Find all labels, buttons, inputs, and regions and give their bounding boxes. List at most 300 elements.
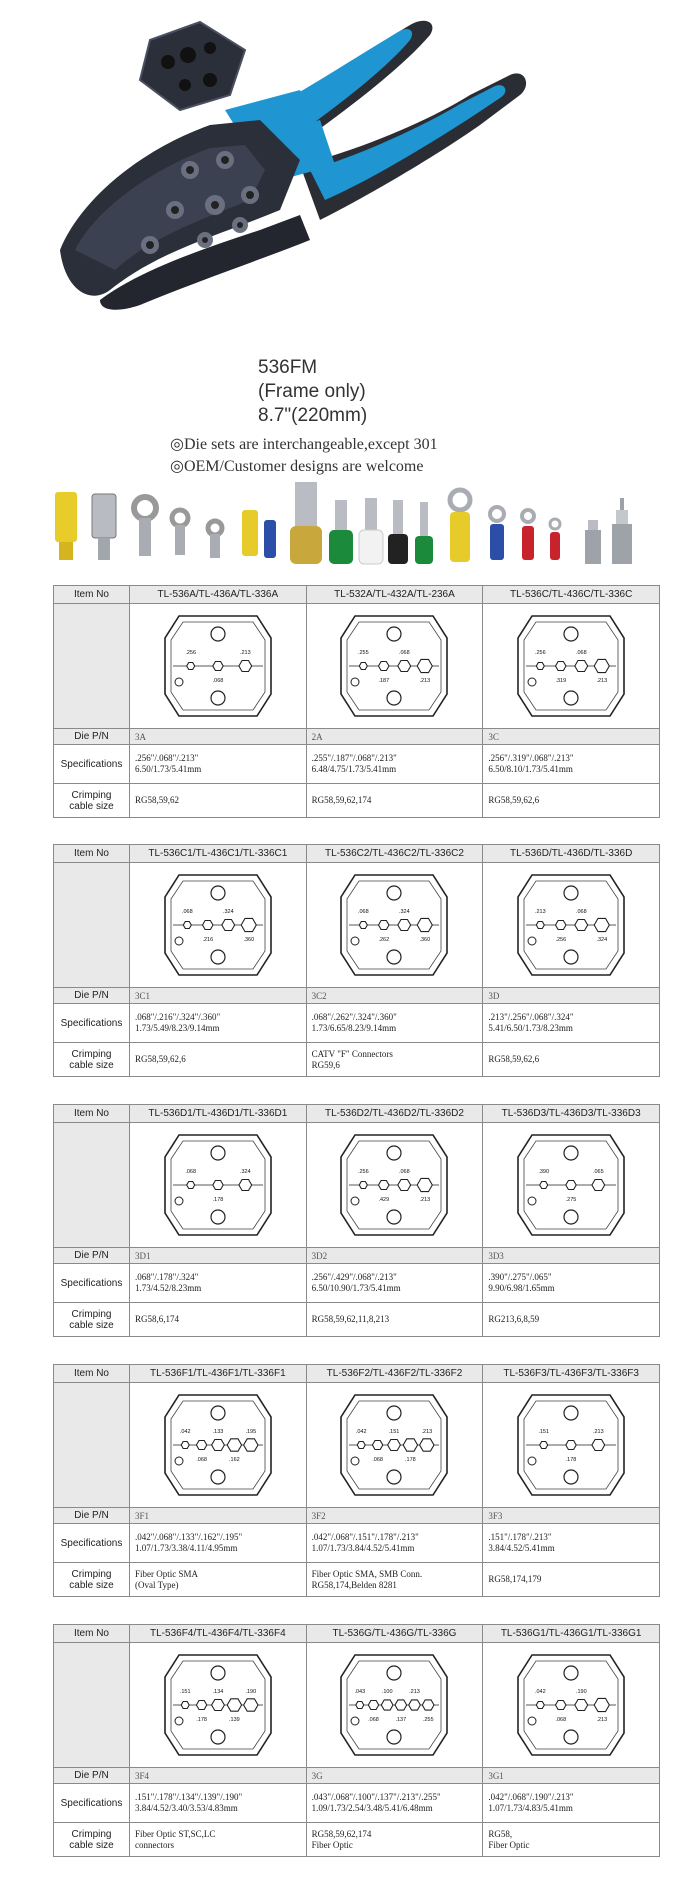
cavity-size-label: .043 (354, 1689, 366, 1695)
die-pn-label: Die P/N (54, 729, 130, 745)
crimp-cavity (395, 1700, 407, 1710)
specifications-row (54, 1264, 660, 1303)
specifications-row (54, 1784, 660, 1823)
cavity-size-label: .068 (181, 909, 193, 915)
crimp-cavity (409, 1700, 421, 1710)
cable-line1: CATV "F" Connectors (311, 1048, 393, 1059)
item-number: TL-536F3/TL-436F3/TL-336F3 (483, 1365, 660, 1383)
ferrule-black (388, 500, 408, 564)
die-pn-value: 3F3 (483, 1508, 660, 1524)
crimp-cavity (360, 1182, 368, 1189)
cavity-size-label: .042 (356, 1429, 368, 1435)
blue-yellow-terminal (242, 510, 276, 558)
die-diagram (333, 869, 455, 981)
item-number: TL-536F1/TL-436F1/TL-336F1 (130, 1365, 307, 1383)
crimp-cavity (382, 1700, 394, 1710)
item-no-label: Item No (54, 845, 130, 863)
specifications-value (130, 1264, 307, 1303)
crimping-cable-value (483, 1823, 660, 1857)
spec-table-5 (53, 1624, 660, 1857)
small-ring-terminal (172, 510, 188, 555)
ferrule-green-small (415, 502, 433, 564)
cavity-size-label: .275 (565, 1197, 577, 1203)
cavity-size-label: .256 (535, 650, 546, 656)
die-pn-value: 3C1 (130, 988, 307, 1004)
spec-mm: 3.84/4.52/5.41mm (488, 1543, 555, 1553)
spec-inches: .255"/.187"/.068"/.213" (311, 753, 397, 763)
crimp-cavity (356, 1702, 364, 1709)
cavity-size-label: .429 (378, 1197, 390, 1203)
crimping-cable-row (54, 1563, 660, 1597)
cavity-size-label: .068 (368, 1717, 380, 1723)
crimp-cavity (243, 1439, 257, 1451)
cavity-size-label: .213 (593, 1429, 604, 1435)
cavity-size-label: .178 (405, 1457, 417, 1463)
die-pn-row (54, 1768, 660, 1784)
cavity-size-label: .190 (245, 1689, 256, 1695)
cable-line1: Fiber Optic SMA, SMB Conn. (311, 1568, 423, 1579)
die-diagram (510, 1129, 632, 1241)
die-diagram (510, 1389, 632, 1501)
crimping-cable-value (130, 1043, 307, 1077)
item-no-label: Item No (54, 586, 130, 604)
crimp-cavity (536, 1702, 544, 1709)
crimping-cable-row (54, 1043, 660, 1077)
spec-mm: 1.73/6.65/8.23/9.14mm (311, 1023, 397, 1033)
cavity-size-label: .139 (228, 1717, 240, 1723)
bnc-connector (612, 498, 632, 564)
cavity-size-label: .256 (185, 650, 196, 656)
die-pn-row (54, 1508, 660, 1524)
cable-line1: RG58,174,179 (488, 1574, 542, 1584)
spec-mm: 3.84/4.52/3.40/3.53/4.83mm (135, 1803, 238, 1813)
item-number: TL-536F2/TL-436F2/TL-336F2 (306, 1365, 483, 1383)
spec-inches: .256"/.068"/.213" (135, 753, 199, 763)
crimp-cavity (211, 1700, 224, 1711)
cavity-size-label: .213 (419, 1197, 431, 1203)
product-photo (0, 0, 681, 350)
tool-length: 8.7"(220mm) (258, 405, 368, 426)
spec-inches: .390"/.275"/.065" (488, 1272, 552, 1282)
item-no-row (54, 845, 660, 863)
cavity-size-label: .324 (596, 937, 608, 943)
die-image-row (54, 1383, 660, 1508)
die-pn-value: 3G1 (483, 1768, 660, 1784)
crimp-cavity (239, 661, 252, 672)
die-image-cell (306, 604, 483, 729)
spec-inches: .068"/.178"/.324" (135, 1272, 199, 1282)
crimp-cavity (420, 1439, 434, 1451)
die-pn-row (54, 729, 660, 745)
specifications-label: Specifications (54, 1264, 130, 1303)
coax-connector (585, 520, 601, 564)
cavity-size-label: .190 (576, 1689, 587, 1695)
die-pn-label: Die P/N (54, 1508, 130, 1524)
cable-line1: RG58,59,62,174 (311, 795, 372, 805)
die-image-cell (483, 1123, 660, 1248)
die-pn-value: 3F2 (306, 1508, 483, 1524)
die-diagram (157, 1649, 279, 1761)
specifications-value (483, 1004, 660, 1043)
item-no-label: Item No (54, 1365, 130, 1383)
crimp-cavity (536, 922, 544, 929)
cavity-size-label: .068 (399, 650, 411, 656)
crimping-label-line1: Crimping (71, 1048, 112, 1060)
spec-mm: 1.07/1.73/4.83/5.41mm (488, 1803, 573, 1813)
crimping-cable-label (54, 784, 130, 818)
cavity-size-label: .213 (421, 1429, 433, 1435)
crimp-cavity (379, 662, 390, 671)
cable-line1: RG58,59,62,6 (488, 795, 540, 805)
crimp-cavity (556, 921, 567, 930)
die-diagram (510, 1649, 632, 1761)
crimp-cavity (358, 1442, 366, 1449)
cavity-size-label: .213 (596, 1717, 608, 1723)
die-image-cell (306, 1383, 483, 1508)
spec-mm: 6.48/4.75/1.73/5.41mm (311, 764, 397, 774)
crimping-cable-value (483, 1563, 660, 1597)
cable-line1: RG213,6,8,59 (488, 1314, 540, 1324)
blank-cell (54, 1643, 130, 1768)
cavity-size-label: .262 (378, 937, 390, 943)
specifications-row (54, 1524, 660, 1563)
cavity-size-label: .151 (389, 1429, 400, 1435)
die-diagram (157, 869, 279, 981)
item-number: TL-536C2/TL-436C2/TL-336C2 (306, 845, 483, 863)
spec-mm: 1.07/1.73/3.38/4.11/4.95mm (135, 1543, 238, 1553)
item-number: TL-536F4/TL-436F4/TL-336F4 (130, 1625, 307, 1643)
cavity-size-label: .213 (596, 678, 608, 684)
blank-cell (54, 604, 130, 729)
spec-mm: 1.07/1.73/3.84/4.52/5.41mm (311, 1543, 415, 1553)
crimp-cavity (575, 920, 588, 931)
cavity-size-label: .324 (239, 1169, 251, 1175)
crimp-cavity (227, 1699, 241, 1711)
blank-cell (54, 1383, 130, 1508)
crimp-cavity (241, 918, 256, 931)
die-image-row (54, 863, 660, 988)
crimping-cable-value (483, 784, 660, 818)
blank-cell (54, 1123, 130, 1248)
crimping-cable-value (483, 1043, 660, 1077)
die-pn-value: 3C2 (306, 988, 483, 1004)
die-pn-value: 3C (483, 729, 660, 745)
die-image-row (54, 1643, 660, 1768)
yellow-spade-terminal (55, 492, 77, 560)
crimping-cable-label (54, 1823, 130, 1857)
cavity-size-label: .134 (212, 1689, 224, 1695)
crimping-label-line1: Crimping (71, 1568, 112, 1580)
die-image-cell (130, 863, 307, 988)
cable-line2: Fiber Optic (488, 1839, 530, 1850)
die-pn-value: 3F1 (130, 1508, 307, 1524)
specifications-value (130, 745, 307, 784)
cable-line2: (Oval Type) (135, 1579, 179, 1590)
crimp-cavity (418, 1178, 433, 1191)
ring-terminal-red-small (550, 519, 560, 560)
crimping-cable-value (306, 1563, 483, 1597)
crimp-cavity (594, 918, 609, 931)
crimp-cavity (222, 920, 235, 931)
specifications-label: Specifications (54, 1524, 130, 1563)
crimp-cavity (196, 1441, 206, 1450)
crimping-label-line2: cable size (69, 1839, 114, 1851)
cavity-size-label: .216 (202, 937, 213, 943)
crimping-cable-value (306, 784, 483, 818)
item-number: TL-536D3/TL-436D3/TL-336D3 (483, 1105, 660, 1123)
spec-table-1 (53, 585, 660, 818)
die-image-row (54, 604, 660, 729)
crimping-label-line2: cable size (69, 1059, 114, 1071)
terminal-samples-illustration (50, 480, 670, 572)
item-no-label: Item No (54, 1625, 130, 1643)
die-pn-value: 3D2 (306, 1248, 483, 1264)
die-pn-label: Die P/N (54, 988, 130, 1004)
crimp-cavity (398, 920, 411, 931)
item-no-label: Item No (54, 1105, 130, 1123)
die-diagram (510, 869, 632, 981)
spec-inches: .042"/.068"/.133"/.162"/.195" (135, 1532, 243, 1542)
spec-mm: 1.73/5.49/8.23/9.14mm (135, 1023, 220, 1033)
crimp-cavity (566, 1181, 576, 1190)
item-number: TL-536G1/TL-436G1/TL-336G1 (483, 1625, 660, 1643)
crimp-cavity (575, 661, 588, 672)
crimp-cavity (418, 659, 433, 672)
crimp-cavity (227, 1439, 241, 1451)
die-diagram (510, 610, 632, 722)
cable-line1: Fiber Optic ST,SC,LC (135, 1828, 216, 1839)
cavity-size-label: .195 (245, 1429, 256, 1435)
crimp-cavity (575, 1700, 588, 1711)
spec-inches: .043"/.068"/.100"/.137"/.213"/.255" (311, 1792, 441, 1802)
cable-line1: RG58,6,174 (135, 1314, 180, 1324)
spec-inches: .151"/.178"/.134"/.139"/.190" (135, 1792, 243, 1802)
ferrule-large (290, 482, 322, 564)
crimp-cavity (213, 1181, 223, 1190)
ferrule-green (329, 500, 353, 564)
cable-line1: RG58,59,62,174 (311, 1828, 372, 1839)
blank-cell (54, 863, 130, 988)
spec-inches: .256"/.319"/.068"/.213" (488, 753, 574, 763)
die-pn-row (54, 1248, 660, 1264)
spec-inches: .256"/.429"/.068"/.213" (311, 1272, 397, 1282)
specifications-value (130, 1524, 307, 1563)
cable-line1: RG58,59,62 (135, 795, 180, 805)
specifications-value (306, 1524, 483, 1563)
spec-mm: 6.50/8.10/1.73/5.41mm (488, 764, 573, 774)
item-number: TL-536A/TL-436A/TL-336A (130, 586, 307, 604)
die-pn-value: 2A (306, 729, 483, 745)
crimp-cavity (592, 1180, 605, 1191)
cavity-size-label: .133 (212, 1429, 224, 1435)
specifications-value (483, 1524, 660, 1563)
cavity-size-label: .068 (185, 1169, 196, 1175)
die-image-cell (483, 1383, 660, 1508)
die-image-cell (130, 1643, 307, 1768)
item-no-row (54, 1105, 660, 1123)
die-diagram (157, 1389, 279, 1501)
crimp-cavity (181, 1702, 189, 1709)
die-diagram (157, 1129, 279, 1241)
ring-terminal-red (522, 510, 534, 560)
crimp-cavity (594, 659, 609, 672)
crimp-cavity (360, 922, 368, 929)
specifications-label: Specifications (54, 745, 130, 784)
crimping-cable-value (306, 1043, 483, 1077)
die-pn-value: 3F4 (130, 1768, 307, 1784)
specifications-label: Specifications (54, 1784, 130, 1823)
crimp-cavity (418, 918, 433, 931)
die-image-cell (306, 863, 483, 988)
terminal-samples (50, 480, 670, 572)
crimp-cavity (388, 1440, 401, 1451)
item-no-row (54, 586, 660, 604)
spec-mm: 9.90/6.98/1.65mm (488, 1283, 555, 1293)
crimp-cavity (187, 1182, 195, 1189)
ferrule-white (359, 498, 383, 564)
specifications-value (306, 1004, 483, 1043)
cable-line2: RG59,6 (311, 1059, 340, 1070)
item-no-row (54, 1365, 660, 1383)
cavity-size-label: .255 (358, 650, 370, 656)
crimping-cable-label (54, 1043, 130, 1077)
crimping-cable-row (54, 784, 660, 818)
specifications-value (306, 1784, 483, 1823)
die-image-row (54, 1123, 660, 1248)
cavity-size-label: .360 (419, 937, 431, 943)
crimping-label-line1: Crimping (71, 1828, 112, 1840)
die-image-cell (483, 604, 660, 729)
crimp-cavity (423, 1700, 435, 1710)
cavity-size-label: .324 (222, 909, 234, 915)
cavity-size-label: .068 (555, 1717, 567, 1723)
die-diagram (157, 610, 279, 722)
spec-table-3 (53, 1104, 660, 1337)
die-image-cell (483, 863, 660, 988)
ring-terminal (134, 497, 156, 556)
specifications-value (483, 745, 660, 784)
die-image-cell (483, 1643, 660, 1768)
crimp-cavity (404, 1439, 418, 1451)
ring-terminal-blue (490, 507, 504, 560)
item-number: TL-536G/TL-436G/TL-336G (306, 1625, 483, 1643)
cavity-size-label: .042 (535, 1689, 546, 1695)
crimping-cable-value (306, 1303, 483, 1337)
crimping-cable-label (54, 1303, 130, 1337)
specifications-row (54, 745, 660, 784)
cavity-size-label: .068 (212, 678, 224, 684)
cavity-size-label: .213 (409, 1689, 421, 1695)
specifications-value (306, 745, 483, 784)
cavity-size-label: .255 (423, 1717, 435, 1723)
note-oem: ◎OEM/Customer designs are welcome (170, 458, 424, 475)
spec-inches: .151"/.178"/.213" (488, 1532, 552, 1542)
die-set-image (140, 22, 245, 110)
crimp-cavity (360, 663, 368, 670)
crimp-cavity (556, 662, 567, 671)
crimp-cavity (239, 1180, 252, 1191)
die-pn-row (54, 988, 660, 1004)
crimp-cavity (369, 1701, 379, 1710)
crimp-cavity (556, 1701, 567, 1710)
cavity-size-label: .068 (576, 909, 587, 915)
cavity-size-label: .100 (382, 1689, 394, 1695)
crimping-label-line2: cable size (69, 800, 114, 812)
lug-terminal (208, 521, 222, 558)
die-pn-value: 3D (483, 988, 660, 1004)
spec-inches: .042"/.068"/.151"/.178"/.213" (311, 1532, 419, 1542)
cavity-size-label: .213 (239, 650, 251, 656)
cable-line2: connectors (135, 1839, 174, 1850)
cavity-size-label: .390 (538, 1169, 550, 1175)
cable-line1: RG58,59,62,6 (488, 1054, 540, 1064)
die-pn-label: Die P/N (54, 1768, 130, 1784)
cavity-size-label: .068 (358, 909, 370, 915)
specifications-value (306, 1264, 483, 1303)
cable-line1: Fiber Optic SMA (135, 1568, 198, 1579)
spec-inches: .068"/.216"/.324"/.360" (135, 1012, 221, 1022)
cable-line2: RG58,174,Belden 8281 (311, 1579, 397, 1590)
spec-inches: .213"/.256"/.068"/.324" (488, 1012, 574, 1022)
crimp-cavity (213, 662, 223, 671)
spec-mm: 6.50/1.73/5.41mm (135, 764, 202, 774)
die-image-cell (306, 1123, 483, 1248)
spec-table-2 (53, 844, 660, 1077)
specifications-value (130, 1004, 307, 1043)
crimping-cable-label (54, 1563, 130, 1597)
cavity-size-label: .068 (576, 650, 587, 656)
crimp-cavity (592, 1440, 605, 1451)
specifications-row (54, 1004, 660, 1043)
spec-table-4 (53, 1364, 660, 1597)
die-image-cell (130, 1383, 307, 1508)
item-number: TL-536D1/TL-436D1/TL-336D1 (130, 1105, 307, 1123)
die-diagram (333, 1389, 455, 1501)
cavity-size-label: .187 (378, 678, 390, 684)
silver-spade-terminal (92, 494, 116, 560)
cavity-size-label: .256 (555, 937, 567, 943)
spec-inches: .068"/.262"/.324"/.360" (311, 1012, 397, 1022)
spec-mm: 5.41/6.50/1.73/8.23mm (488, 1023, 573, 1033)
die-pn-label: Die P/N (54, 1248, 130, 1264)
crimp-cavity (540, 1442, 548, 1449)
crimp-cavity (566, 1441, 576, 1450)
crimping-label-line1: Crimping (71, 1308, 112, 1320)
item-number: TL-532A/TL-432A/TL-236A (306, 586, 483, 604)
cavity-size-label: .324 (399, 909, 411, 915)
cavity-size-label: .151 (538, 1429, 550, 1435)
crimp-cavity (202, 921, 213, 930)
product-model-block (258, 356, 367, 428)
cavity-size-label: .151 (179, 1689, 191, 1695)
cavity-size-label: .068 (399, 1169, 411, 1175)
cavity-size-label: .178 (196, 1717, 207, 1723)
crimping-label-line2: cable size (69, 1579, 114, 1591)
spec-inches: .042"/.068"/.190"/.213" (488, 1792, 574, 1802)
spec-mm: 6.50/10.90/1.73/5.41mm (311, 1283, 401, 1293)
die-diagram (333, 610, 455, 722)
crimp-cavity (398, 661, 411, 672)
crimping-cable-value (306, 1823, 483, 1857)
item-number: TL-536C1/TL-436C1/TL-336C1 (130, 845, 307, 863)
crimp-cavity (243, 1699, 257, 1711)
cavity-size-label: .065 (593, 1169, 604, 1175)
crimping-tool-illustration (0, 0, 681, 350)
die-image-cell (306, 1643, 483, 1768)
crimping-cable-value (483, 1303, 660, 1337)
crimp-cavity (181, 1442, 189, 1449)
cavity-size-label: .042 (179, 1429, 191, 1435)
